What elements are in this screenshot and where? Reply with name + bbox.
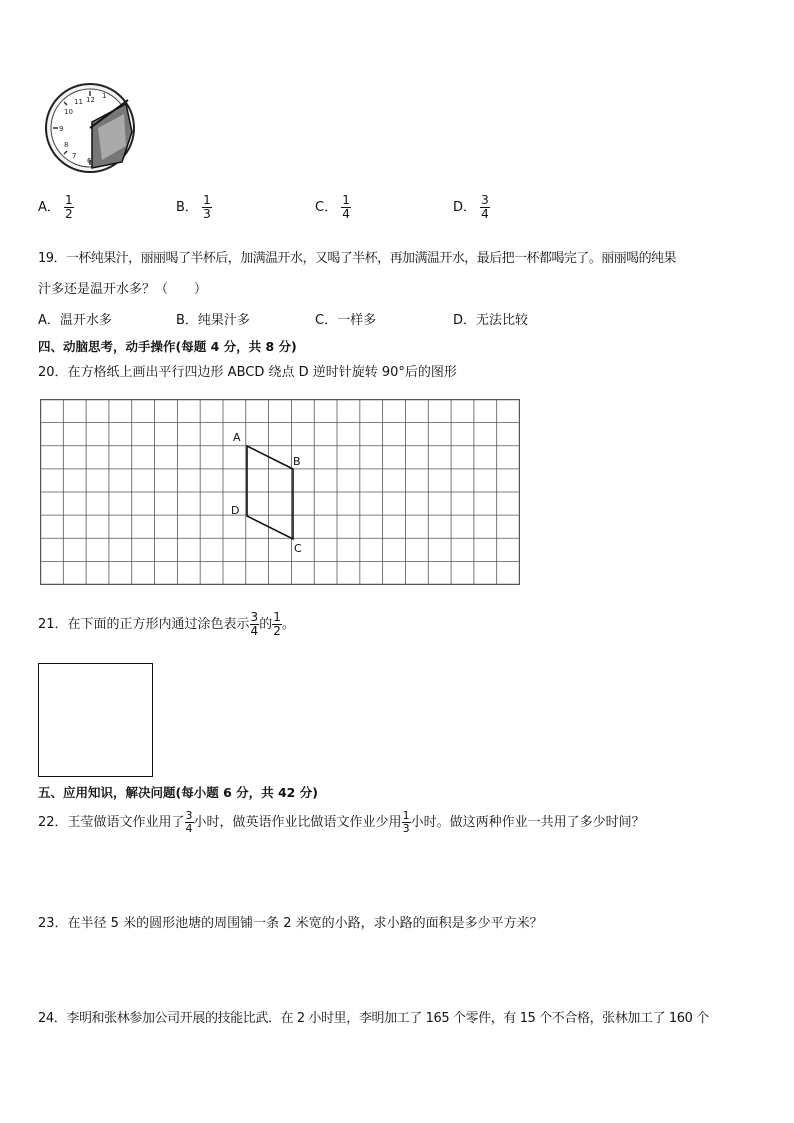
fraction-numerator: 1 bbox=[342, 193, 350, 207]
fraction-numerator: 3 bbox=[481, 193, 489, 207]
fraction bbox=[64, 194, 74, 221]
fraction bbox=[480, 194, 490, 221]
fraction-denominator: 2 bbox=[65, 207, 73, 221]
fraction-numerator: 1 bbox=[65, 193, 73, 207]
option-label: A． bbox=[38, 200, 60, 215]
svg-text:12: 12 bbox=[86, 96, 95, 104]
q18-option-b[interactable] bbox=[176, 194, 212, 221]
section-5-heading: 五、应用知识，解决问题(每小题 6 分，共 42 分) bbox=[38, 785, 318, 800]
svg-text:1: 1 bbox=[102, 92, 107, 100]
q19-text-line1: 19．一杯纯果汁，丽丽喝了半杯后，加满温开水，又喝了半杯，再加满温开水，最后把一杯都喝完了。丽丽喝的纯果 bbox=[38, 251, 676, 266]
q19-option-a[interactable]: A．温开水多 bbox=[38, 313, 112, 328]
q22-text bbox=[38, 810, 645, 835]
fraction bbox=[402, 810, 411, 835]
q22-mid: 小时，做英语作业比做语文作业少用 bbox=[193, 815, 402, 830]
fraction bbox=[272, 611, 282, 638]
q21-prefix: 21．在下面的正方形内通过涂色表示 bbox=[38, 617, 250, 632]
fraction-denominator: 2 bbox=[273, 624, 281, 638]
fraction-denominator: 4 bbox=[481, 207, 489, 221]
q23-text: 23．在半径 5 米的圆形池塘的周围铺一条 2 米宽的小路，求小路的面积是多少平方米？ bbox=[38, 916, 543, 931]
clock-face-icon bbox=[42, 82, 140, 174]
vertex-a-label: A bbox=[233, 431, 241, 444]
fraction-denominator: 4 bbox=[185, 822, 193, 835]
svg-text:6: 6 bbox=[87, 157, 92, 165]
option-label: D． bbox=[453, 200, 477, 215]
svg-text:11: 11 bbox=[74, 98, 83, 106]
fraction-denominator: 3 bbox=[203, 207, 211, 221]
q21-text bbox=[38, 611, 295, 638]
q24-text: 24．李明和张林参加公司开展的技能比武．在 2 小时里，李明加工了 165 个零件，有 15 个不合格，张林加工了 160 个 bbox=[38, 1011, 709, 1026]
vertex-c-label: C bbox=[294, 542, 302, 555]
svg-text:10: 10 bbox=[64, 108, 73, 116]
grid-lines bbox=[40, 399, 520, 585]
parallelogram-abcd bbox=[247, 446, 293, 539]
option-label: B． bbox=[176, 200, 198, 215]
q18-option-d[interactable] bbox=[453, 194, 490, 221]
fraction bbox=[202, 194, 212, 221]
fraction-numerator: 3 bbox=[185, 809, 193, 822]
grid-svg bbox=[40, 399, 520, 585]
fraction bbox=[185, 810, 194, 835]
fraction-denominator: 4 bbox=[342, 207, 350, 221]
q20-text: 20．在方格纸上画出平行四边形 ABCD 绕点 D 逆时针旋转 90°后的图形 bbox=[38, 365, 457, 380]
svg-text:9: 9 bbox=[59, 125, 64, 133]
section-4-heading: 四、动脑思考，动手操作(每题 4 分，共 8 分) bbox=[38, 339, 297, 354]
vertex-d-label: D bbox=[231, 504, 240, 517]
q19-text-line2: 汁多还是温开水多？（ ） bbox=[38, 282, 208, 297]
svg-text:7: 7 bbox=[72, 152, 77, 160]
fraction bbox=[341, 194, 351, 221]
fraction-numerator: 1 bbox=[203, 193, 211, 207]
q19-option-b[interactable]: B．纯果汁多 bbox=[176, 313, 250, 328]
svg-text:8: 8 bbox=[64, 141, 69, 149]
q19-option-c[interactable]: C．一样多 bbox=[315, 313, 377, 328]
fraction bbox=[250, 611, 260, 638]
coloring-square[interactable] bbox=[38, 663, 153, 777]
q21-suffix: 。 bbox=[281, 617, 295, 632]
q19-option-d[interactable]: D．无法比较 bbox=[453, 313, 529, 328]
fraction-numerator: 1 bbox=[273, 610, 281, 624]
fraction-denominator: 4 bbox=[250, 624, 259, 638]
fraction-denominator: 3 bbox=[402, 822, 410, 835]
fraction-numerator: 1 bbox=[402, 809, 410, 822]
option-label: C． bbox=[315, 200, 338, 215]
q18-option-a[interactable] bbox=[38, 194, 74, 221]
q21-mid: 的 bbox=[259, 617, 273, 632]
q22-suffix: 小时。做这两种作业一共用了多少时间？ bbox=[410, 815, 645, 830]
q22-prefix: 22．王莹做语文作业用了 bbox=[38, 815, 185, 830]
grid-paper[interactable] bbox=[40, 399, 520, 585]
fraction-numerator: 3 bbox=[250, 610, 259, 624]
vertex-b-label: B bbox=[293, 455, 301, 468]
q18-option-c[interactable] bbox=[315, 194, 351, 221]
